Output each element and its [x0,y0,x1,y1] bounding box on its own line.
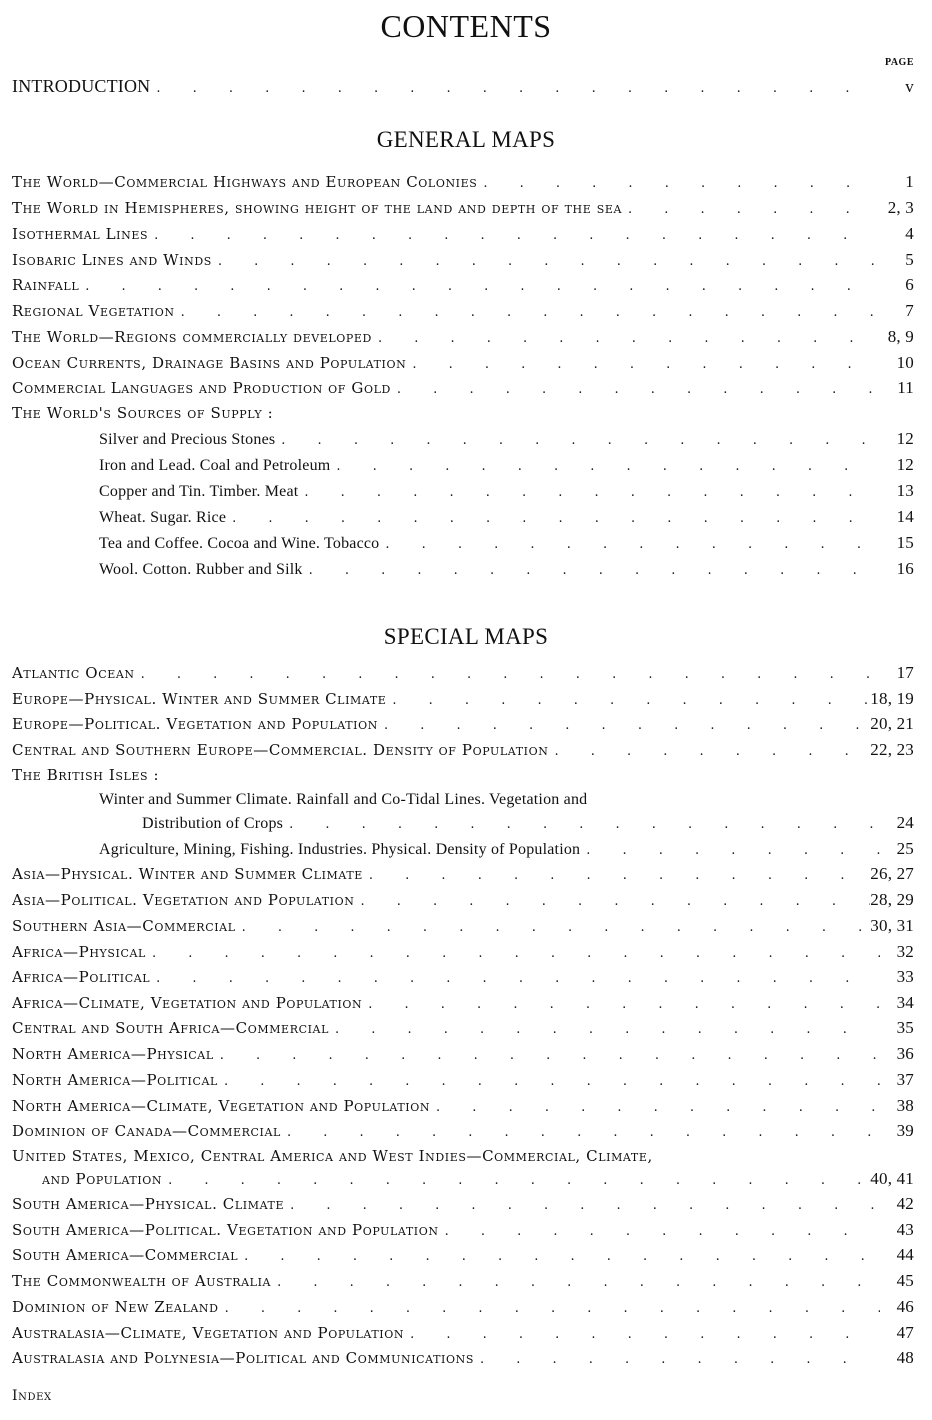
toc-entry[interactable] [12,1245,914,1267]
toc-subentry[interactable] [99,455,914,477]
toc-entry[interactable] [12,327,914,349]
toc-entry[interactable] [12,198,914,220]
leader-dots [236,920,871,935]
toc-subentry-line1: Winter and Summer Climate. Rainfall and Co-Tidal Lines. Vegetation and [99,791,588,808]
leader-dots [379,537,880,552]
toc-entry-label: Europe—Physical. Winter and Summer Climate [12,690,387,708]
toc-entry-label: Tea and Coffee. Cocoa and Wine. Tobacco [99,535,380,552]
leader-dots [477,176,880,191]
toc-entry[interactable] [12,663,914,685]
contents-title: CONTENTS [380,8,552,44]
toc-entry-label: and Population [42,1170,163,1188]
toc-entry[interactable] [12,250,914,272]
leader-dots [580,843,880,858]
toc-entry-label: Iron and Lead. Coal and Petroleum [99,457,331,474]
toc-entry[interactable] [12,890,914,912]
toc-entry-label: Asia—Political. Vegetation and Population [12,891,355,909]
leader-dots [372,331,880,346]
toc-entry-page: 26, 27 [870,864,914,883]
toc-entry-page: 34 [896,993,914,1012]
toc-entry-label: Commercial Languages and Production of Gold [12,379,391,397]
toc-entry-label: Asia—Physical. Winter and Summer Climate [12,865,363,883]
toc-entry-page: 35 [896,1018,914,1037]
toc-entry[interactable] [12,942,914,964]
toc-entry[interactable] [12,1220,914,1242]
toc-entry-page: 4 [905,224,914,243]
leader-dots [218,1074,880,1089]
toc-entry-page: 11 [897,378,914,397]
toc-entry-page: 22, 23 [870,740,914,759]
leader-dots [298,485,880,500]
leader-dots [150,971,880,986]
toc-entry-page: 7 [905,301,914,320]
special-maps-heading: SPECIAL MAPS [383,624,549,649]
toc-entry[interactable] [12,714,914,736]
leader-dots [406,357,880,372]
toc-entry-label: Copper and Tin. Timber. Meat [99,483,299,500]
toc-entry-label: Ocean Currents, Drainage Basins and Population [12,354,407,372]
toc-entry-label: Isothermal Lines [12,225,149,243]
toc-subentry[interactable] [99,481,914,503]
toc-entry-page: 42 [896,1194,914,1213]
toc-entry-page: 16 [896,559,914,578]
toc-entry-page: 18, 19 [870,689,914,708]
leader-dots [362,997,880,1012]
toc-entry-label: Africa—Physical [12,943,146,961]
toc-entry-page: 6 [905,275,914,294]
toc-group-label: The World's Sources of Supply : [12,404,274,422]
toc-entry-page: 33 [896,967,914,986]
toc-entry[interactable] [12,1297,914,1319]
toc-entry-label: Australasia—Climate, Vegetation and Population [12,1324,405,1342]
leader-dots [284,1198,880,1213]
toc-entry-label: Southern Asia—Commercial [12,917,236,935]
leader-dots [386,693,870,708]
toc-entry-page: v [905,77,914,96]
leader-dots [135,667,880,682]
leader-dots [275,433,880,448]
toc-entry[interactable] [12,1044,914,1066]
leader-dots [162,1173,870,1188]
toc-subentry[interactable] [99,559,914,581]
toc-entry[interactable] [42,1169,914,1191]
toc-entry-page: 1 [905,172,914,191]
toc-entry-page: 10 [896,353,914,372]
leader-dots [150,81,880,96]
toc-entry-page: 15 [896,533,914,552]
toc-entry-page: 2, 3 [887,198,914,217]
toc-entry[interactable] [12,275,914,297]
leader-dots [430,1100,880,1115]
leader-dots [330,459,880,474]
toc-entry-page: 14 [896,507,914,526]
leader-dots [212,254,880,269]
toc-entry[interactable] [12,689,914,711]
toc-entry[interactable] [12,1271,914,1293]
toc-entry-page: 40, 41 [870,1169,914,1188]
toc-entry[interactable] [12,1323,914,1345]
toc-entry-label: North America—Political [12,1071,218,1089]
toc-entry-page: 43 [896,1220,914,1239]
toc-entry[interactable] [12,224,914,246]
toc-entry-label: The World in Hemispheres, showing height of the land and depth of the sea [12,199,623,217]
leader-dots [148,228,880,243]
toc-entry-label: Central and South Africa—Commercial [12,1019,329,1037]
toc-entry-label: The World—Regions commercially developed [12,328,372,346]
toc-entry-line1: United States, Mexico, Central America and West Indies—Commercial, Climate, [12,1147,653,1165]
toc-entry[interactable] [12,1018,914,1040]
toc-entry-page: 20, 21 [870,714,914,733]
general-maps-heading: GENERAL MAPS [376,127,556,152]
toc-entry-label: Distribution of Crops [142,815,284,832]
toc-entry-label: Australasia and Polynesia—Political and Communications [12,1349,474,1367]
toc-entry-label: South America—Political. Vegetation and Population [12,1221,439,1239]
toc-entry-label: North America—Climate, Vegetation and Population [12,1097,431,1115]
leader-dots [271,1275,880,1290]
toc-entry[interactable] [12,353,914,375]
toc-subentry[interactable] [99,839,914,861]
toc-group-label: The British Isles : [12,766,160,784]
toc-entry-label: South America—Commercial [12,1246,239,1264]
leader-dots [439,1224,880,1239]
toc-entry-page: 44 [896,1245,914,1264]
toc-entry-label: Wool. Cotton. Rubber and Silk [99,561,303,578]
toc-entry-page: 5 [905,250,914,269]
leader-dots [303,563,880,578]
toc-entry-page: 46 [896,1297,914,1316]
toc-entry-label: Dominion of Canada—Commercial [12,1122,281,1140]
toc-entry-label: Regional Vegetation [12,302,175,320]
leader-dots [474,1352,880,1367]
leader-dots [354,894,870,909]
toc-entry-page: 13 [896,481,914,500]
toc-entry-label: Rainfall [12,276,80,294]
toc-entry-label: Index [12,1388,52,1404]
toc-entry-label: The World—Commercial Highways and European Colonies [12,173,478,191]
toc-entry-label: Silver and Precious Stones [99,431,276,448]
toc-entry[interactable] [12,916,914,938]
toc-entry-label: Africa—Political [12,968,151,986]
toc-entry-page: 8, 9 [887,327,914,346]
toc-entry-label: Isobaric Lines and Winds [12,251,212,269]
toc-entry-index[interactable] [12,1388,914,1410]
toc-entry[interactable] [12,993,914,1015]
toc-entry-page: 37 [896,1070,914,1089]
toc-entry-page: 30, 31 [870,916,914,935]
toc-entry-label: Central and Southern Europe—Commercial. Density of Population [12,741,549,759]
toc-entry-label: The Commonwealth of Australia [12,1272,272,1290]
toc-entry-page: 32 [896,942,914,961]
toc-entry-label: Europe—Political. Vegetation and Population [12,715,378,733]
leader-dots [329,1022,880,1037]
toc-entry[interactable] [12,1096,914,1118]
leader-dots [363,868,870,883]
toc-entry-label: Agriculture, Mining, Fishing. Industries. Physical. Density of Population [99,841,581,858]
toc-subentry[interactable] [99,429,914,451]
leader-dots [378,718,870,733]
leader-dots [219,1301,880,1316]
toc-entry-introduction[interactable] [12,76,914,98]
page-column-label: PAGE [884,57,914,68]
toc-entry-page: 47 [896,1323,914,1342]
toc-entry-page: 39 [896,1121,914,1140]
toc-entry[interactable] [12,301,914,323]
toc-subentry[interactable] [99,507,914,529]
leader-dots [238,1249,880,1264]
toc-entry-page: 45 [896,1271,914,1290]
leader-dots [175,305,880,320]
leader-dots [214,1048,880,1063]
toc-entry-label: North America—Physical [12,1045,214,1063]
toc-entry-page: 12 [896,455,914,474]
leader-dots [283,817,880,832]
toc-entry-label: Africa—Climate, Vegetation and Population [12,994,363,1012]
leader-dots [391,382,880,397]
toc-entry-page: 38 [896,1096,914,1115]
toc-entry-page: 17 [896,663,914,682]
leader-dots [404,1327,880,1342]
toc-entry-label: INTRODUCTION [12,76,151,96]
toc-entry-label: South America—Physical. Climate [12,1195,285,1213]
toc-entry-page: 24 [896,813,914,832]
leader-dots [79,279,880,294]
toc-entry-page: 48 [896,1348,914,1367]
toc-entry[interactable] [12,1121,914,1143]
toc-entry[interactable] [12,864,914,886]
leader-dots [622,202,880,217]
leader-dots [548,744,870,759]
toc-entry[interactable] [12,967,914,989]
toc-entry-label: Wheat. Sugar. Rice [99,509,227,526]
toc-entry[interactable] [12,1194,914,1216]
british-isles-heading [12,766,914,788]
toc-subentry[interactable] [99,533,914,555]
sources-of-supply-heading [12,404,914,426]
leader-dots [281,1125,880,1140]
toc-entry-page: 12 [896,429,914,448]
toc-entry-page: 28, 29 [870,890,914,909]
leader-dots [146,946,880,961]
toc-entry[interactable] [12,378,914,400]
toc-entry-page: 36 [896,1044,914,1063]
toc-subentry[interactable] [142,813,914,835]
toc-entry[interactable] [12,740,914,762]
toc-entry-page: 25 [896,839,914,858]
toc-entry[interactable] [12,1070,914,1092]
toc-entry[interactable] [12,172,914,194]
toc-entry-label: Dominion of New Zealand [12,1298,219,1316]
toc-entry-label: Atlantic Ocean [12,664,135,682]
toc-entry[interactable] [12,1348,914,1370]
leader-dots [226,511,880,526]
